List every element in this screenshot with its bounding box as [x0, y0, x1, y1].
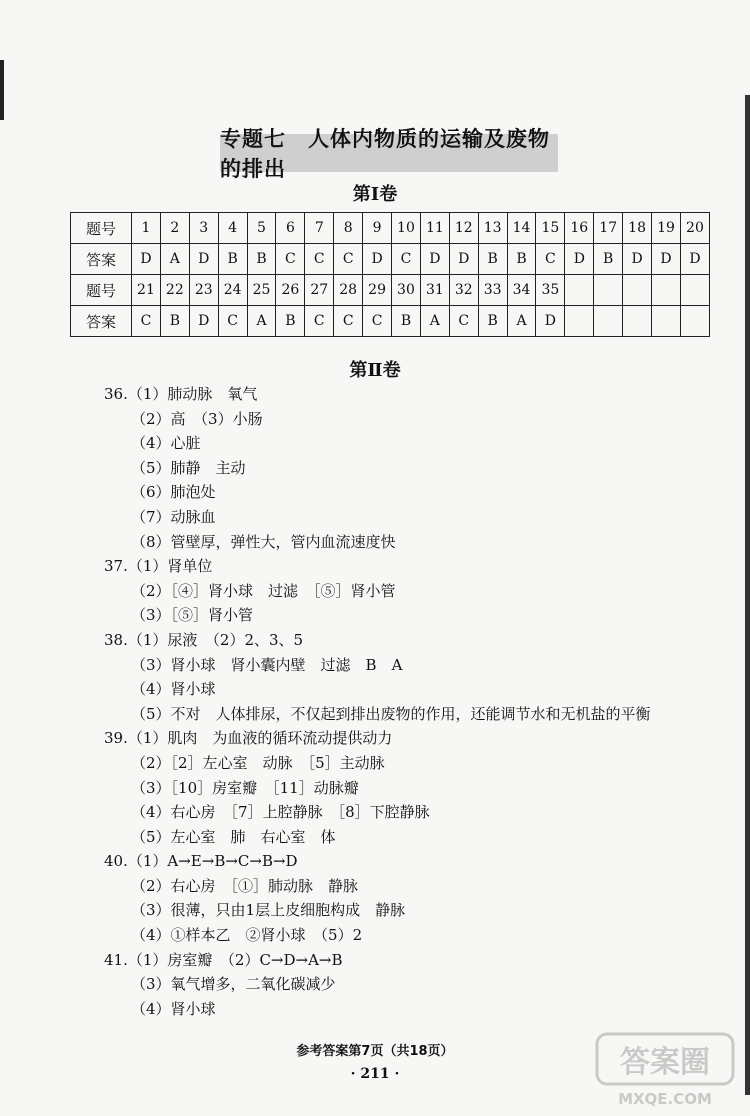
table-cell [565, 306, 594, 337]
row-header: 题号 [71, 213, 132, 244]
table-cell: 30 [392, 275, 421, 306]
answer-line: （4）①样本乙 ②肾小球 （5）2 [131, 926, 363, 945]
table-cell: D [132, 244, 161, 275]
table-cell: 27 [305, 275, 334, 306]
section-2-heading: 第Ⅱ卷 [349, 360, 401, 381]
table-cell: B [247, 244, 276, 275]
table-cell: A [160, 244, 189, 275]
answer-line: （2）右心房 ［①］肺动脉 静脉 [131, 876, 359, 895]
table-cell: A [507, 306, 536, 337]
table-cell: D [189, 244, 218, 275]
table-cell: 13 [478, 213, 507, 244]
table-cell: D [449, 244, 478, 275]
table-cell: D [189, 306, 218, 337]
table-cell: C [449, 306, 478, 337]
table-cell: 23 [189, 275, 218, 306]
table-cell: 35 [536, 275, 565, 306]
table-cell: 25 [247, 275, 276, 306]
table-cell: D [680, 244, 709, 275]
row-header: 答案 [71, 244, 132, 275]
table-cell [594, 275, 623, 306]
table-cell [565, 275, 594, 306]
answer-table [70, 212, 710, 337]
page-number: · 211 · [350, 1066, 400, 1082]
table-cell: 24 [218, 275, 247, 306]
table-cell: 6 [276, 213, 305, 244]
table-cell: A [247, 306, 276, 337]
table-cell: 32 [449, 275, 478, 306]
answer-line: （2）［④］肾小球 过滤 ［⑤］肾小管 [131, 581, 396, 600]
answer-line: （8）管壁厚，弹性大，管内血流速度快 [131, 532, 396, 551]
answer-line: （5）不对 人体排尿，不仅起到排出废物的作用，还能调节水和无机盐的平衡 [131, 704, 651, 723]
answer-list [104, 382, 714, 1021]
row-header: 答案 [71, 306, 132, 337]
table-cell: C [218, 306, 247, 337]
answer-line: （4）肾小球 [131, 680, 216, 699]
answer-line: （3）［10］房室瓣 ［11］动脉瓣 [131, 778, 359, 797]
table-cell: 15 [536, 213, 565, 244]
topic-title: 专题七 人体内物质的运输及废物的排出 [220, 134, 558, 172]
table-cell: 21 [132, 275, 161, 306]
answer-line: （3）［⑤］肾小管 [131, 606, 254, 625]
answer-line: 39.（1）肌肉 为血液的循环流动提供动力 [104, 729, 393, 748]
table-cell: D [565, 244, 594, 275]
table-cell: 3 [189, 213, 218, 244]
answer-line: （6）肺泡处 [131, 483, 216, 502]
answer-line: （4）右心房 ［7］上腔静脉 ［8］下腔静脉 [131, 803, 430, 822]
table-cell: 2 [160, 213, 189, 244]
table-cell: 28 [334, 275, 363, 306]
answer-table-row [71, 213, 710, 244]
watermark-logo-text: 答案圈 [620, 1045, 710, 1080]
answer-line: （3）很薄，只由1层上皮细胞构成 静脉 [131, 901, 406, 920]
table-cell: 8 [334, 213, 363, 244]
section-1-heading: 第Ⅰ卷 [352, 184, 398, 205]
table-cell: C [305, 244, 334, 275]
table-cell [623, 306, 652, 337]
answer-line: （4）心脏 [131, 434, 201, 453]
page-binding-edge [745, 95, 750, 1095]
table-cell: C [276, 244, 305, 275]
table-cell [680, 275, 709, 306]
table-cell: 1 [132, 213, 161, 244]
page-reference: 参考答案第7页（共18页） [296, 1044, 454, 1059]
table-cell: C [363, 306, 392, 337]
table-cell: 4 [218, 213, 247, 244]
watermark-logo [595, 1030, 735, 1110]
table-cell: C [305, 306, 334, 337]
answer-table-row [71, 275, 710, 306]
table-cell: 16 [565, 213, 594, 244]
table-cell [652, 275, 681, 306]
answer-line: （2）［2］左心室 动脉 ［5］主动脉 [131, 753, 385, 772]
table-cell: D [420, 244, 449, 275]
table-cell: 17 [594, 213, 623, 244]
table-cell: B [160, 306, 189, 337]
table-cell [680, 306, 709, 337]
answer-line: （3）肾小球 肾小囊内壁 过滤 B A [131, 655, 403, 674]
table-cell: 31 [420, 275, 449, 306]
table-cell [594, 306, 623, 337]
watermark-url: MXQE.COM [618, 1090, 712, 1108]
answer-line: 37.（1）肾单位 [104, 557, 213, 576]
table-cell: D [363, 244, 392, 275]
table-cell [652, 306, 681, 337]
table-cell: B [276, 306, 305, 337]
table-cell: B [392, 306, 421, 337]
answer-line: 40.（1）A→E→B→C→B→D [104, 852, 298, 871]
table-cell: 12 [449, 213, 478, 244]
answer-line: 41.（1）房室瓣 （2）C→D→A→B [104, 950, 343, 969]
answer-line: （4）肾小球 [131, 999, 216, 1018]
table-cell [623, 275, 652, 306]
table-cell: 19 [652, 213, 681, 244]
answer-line: （2）高 （3）小肠 [131, 409, 263, 428]
table-cell: B [594, 244, 623, 275]
table-cell: C [392, 244, 421, 275]
answer-line: （3）氧气增多，二氧化碳减少 [131, 975, 336, 994]
table-cell: 34 [507, 275, 536, 306]
answer-table-row [71, 306, 710, 337]
table-cell: C [334, 306, 363, 337]
table-cell: 10 [392, 213, 421, 244]
answer-line: 38.（1）尿液 （2）2、3、5 [104, 630, 304, 649]
answer-line: （7）动脉血 [131, 507, 216, 526]
answer-line: （5）左心室 肺 右心室 体 [131, 827, 336, 846]
table-cell: B [478, 306, 507, 337]
answer-line: （5）肺静 主动 [131, 458, 246, 477]
table-cell: 29 [363, 275, 392, 306]
table-cell: D [652, 244, 681, 275]
table-cell: 26 [276, 275, 305, 306]
table-cell: 14 [507, 213, 536, 244]
table-cell: C [334, 244, 363, 275]
table-cell: C [536, 244, 565, 275]
table-cell: 33 [478, 275, 507, 306]
table-cell: C [132, 306, 161, 337]
table-cell: 9 [363, 213, 392, 244]
table-cell: 20 [680, 213, 709, 244]
row-header: 题号 [71, 275, 132, 306]
table-cell: A [420, 306, 449, 337]
table-cell: D [536, 306, 565, 337]
table-cell: 11 [420, 213, 449, 244]
table-cell: 22 [160, 275, 189, 306]
table-cell: B [507, 244, 536, 275]
page-edge-mark [0, 60, 4, 120]
table-cell: 5 [247, 213, 276, 244]
table-cell: B [218, 244, 247, 275]
answer-line: 36.（1）肺动脉 氧气 [104, 385, 258, 403]
table-cell: 7 [305, 213, 334, 244]
table-cell: D [623, 244, 652, 275]
table-cell: B [478, 244, 507, 275]
table-cell: 18 [623, 213, 652, 244]
answer-table-row [71, 244, 710, 275]
